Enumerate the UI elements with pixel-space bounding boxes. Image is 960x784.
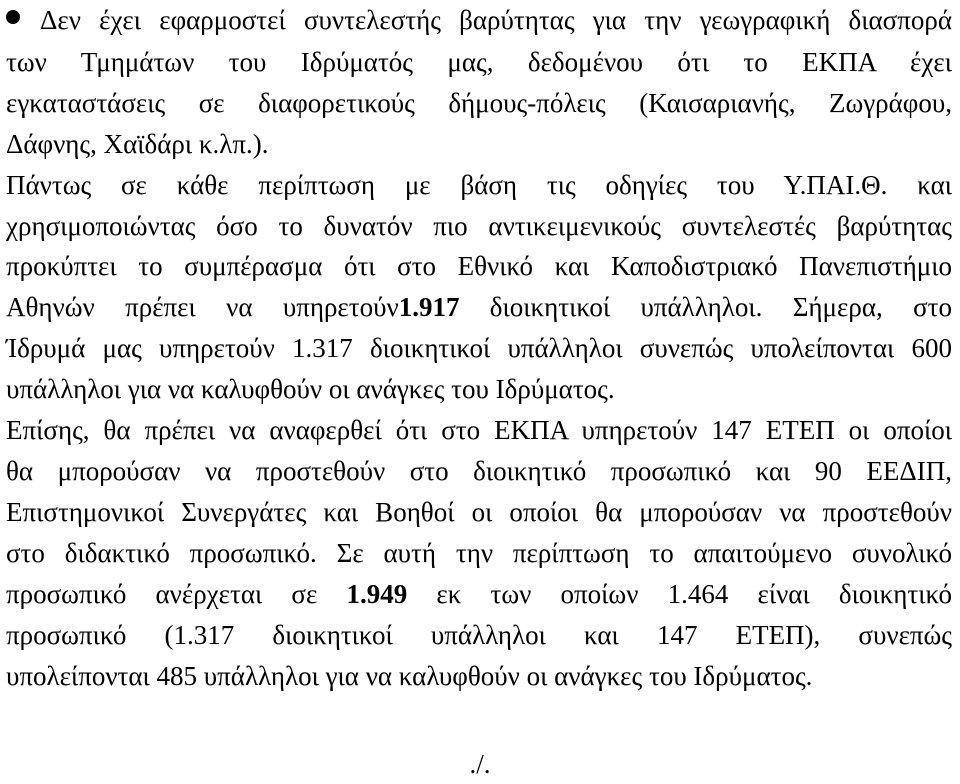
text-line xyxy=(6,369,952,409)
text-segment: Επίσης, θα πρέπει να αναφερθεί ότι στο ΕΚΠΑ υπηρετούν 147 ΕΤΕΠ οι οποίοι xyxy=(6,415,952,445)
text-segment: εκ των οποίων 1.464 είναι διοικητικό xyxy=(407,579,952,609)
text-segment: Πάντως σε κάθε περίπτωση με βάση τις οδηγίες του Υ.ΠΑΙ.Θ. και xyxy=(6,170,952,200)
bullet-point xyxy=(6,10,20,24)
text-line xyxy=(6,492,952,532)
text-segment: προσωπικό (1.317 διοικητικοί υπάλληλοι και 147 ΕΤΕΠ), συνεπώς xyxy=(6,620,952,650)
text-segment: Αθηνών πρέπει να υπηρετούν xyxy=(6,292,399,322)
text-segment: Δεν έχει εφαρμοστεί συντελεστής βαρύτητας για την γεωγραφική διασπορά xyxy=(40,5,952,35)
text-line xyxy=(6,246,952,286)
text-segment: Επιστημονικοί Συνεργάτες και Βοηθοί οι οποίοι θα μπορούσαν να προστεθούν xyxy=(6,497,952,527)
text-segment: Δάφνης, Χαϊδάρι κ.λπ.). xyxy=(6,129,269,159)
text-line xyxy=(6,574,952,614)
text-line xyxy=(6,615,952,655)
bold-figure: 1.917 xyxy=(398,292,460,322)
text-line xyxy=(6,42,952,82)
text-segment: προσωπικό ανέρχεται σε xyxy=(6,579,347,609)
text-line xyxy=(6,206,952,246)
text-line xyxy=(6,287,952,327)
text-segment: στο διδακτικό προσωπικό. Σε αυτή την περίπτωση το απαιτούμενο συνολικό xyxy=(6,538,952,568)
text-segment: θα μπορούσαν να προστεθούν στο διοικητικό προσωπικό και 90 ΕΕΔΙΠ, xyxy=(6,456,952,486)
text-line xyxy=(6,451,952,491)
text-line xyxy=(6,328,952,368)
text-segment: υπολείπονται 485 υπάλληλοι για να καλυφθούν οι ανάγκες του Ιδρύματος. xyxy=(6,661,813,691)
closing-mark: ./. xyxy=(469,749,491,779)
text-segment: Ίδρυμά μας υπηρετούν 1.317 διοικητικοί υπάλληλοι συνεπώς υπολείπονται 600 xyxy=(6,333,952,363)
text-segment: διοικητικοί υπάλληλοι. Σήμερα, στο xyxy=(459,292,952,322)
text-line xyxy=(40,0,952,40)
text-segment: υπάλληλοι για να καλυφθούν οι ανάγκες του Ιδρύματος. xyxy=(6,374,615,404)
text-segment: χρησιμοποιώντας όσο το δυνατόν πιο αντικειμενικούς συντελεστές βαρύτητας xyxy=(6,211,952,241)
text-line xyxy=(6,165,952,205)
bold-figure: 1.949 xyxy=(346,579,408,609)
text-line xyxy=(6,124,952,164)
text-segment: προκύπτει το συμπέρασμα ότι στο Εθνικό και Καποδιστριακό Πανεπιστήμιο xyxy=(6,251,952,281)
text-line xyxy=(6,410,952,450)
text-line xyxy=(6,83,952,123)
text-segment: των Τμημάτων του Ιδρύματός μας, δεδομένου ότι το ΕΚΠΑ έχει xyxy=(6,47,952,77)
text-line xyxy=(6,656,952,696)
text-line xyxy=(6,533,952,573)
text-segment: εγκαταστάσεις σε διαφορετικούς δήμους-πόλεις (Καισαριανής, Ζωγράφου, xyxy=(6,88,952,118)
